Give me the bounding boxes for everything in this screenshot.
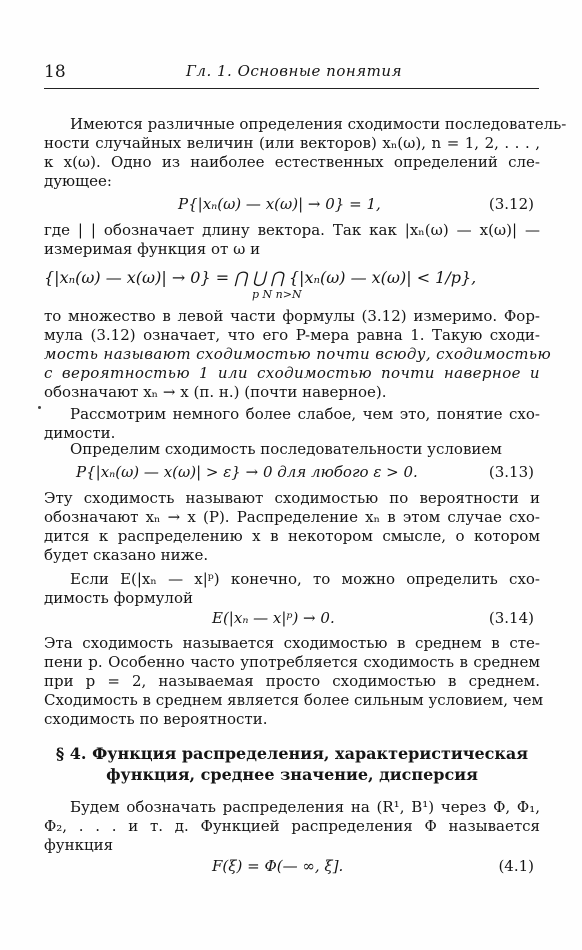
text-line: обозначают xₙ → x (п. н.) (почти наверное). xyxy=(44,383,387,401)
text-line: где | | обозначает длину вектора. Так как |xₙ(ω) — x(ω)| — xyxy=(44,221,540,239)
text-line: Имеются различные определения сходимости последователь- xyxy=(70,115,567,133)
running-title: Гл. 1. Основные понятия xyxy=(186,62,402,80)
page-number: 18 xyxy=(44,62,66,82)
text-line: мула (3.12) означает, что его P-мера равна 1. Такую сходи- xyxy=(44,326,540,344)
text-line: ности случайных величин (или векторов) xₙ(ω), n = 1, 2, . . . , xyxy=(44,134,540,152)
text-line: Φ₂, . . . и т. д. Функцией распределения Φ называется xyxy=(44,817,540,835)
text-line: димости. xyxy=(44,424,116,442)
formula-3-12: P{|xₙ(ω) — x(ω)| → 0} = 1, xyxy=(178,195,381,213)
equation-number: (3.13) xyxy=(488,463,534,481)
formula-3-13: P{|xₙ(ω) — x(ω)| > ε} → 0 для любого ε > 0. xyxy=(76,463,418,481)
text-line: Эту сходимость называют сходимостью по вероятности и xyxy=(44,489,540,507)
text-line: измеримая функция от ω и xyxy=(44,240,261,258)
formula-4-1: F(ξ) = Φ(— ∞, ξ]. xyxy=(212,857,344,875)
text-line: обозначают xₙ → x (P). Распределение xₙ в этом случае схо- xyxy=(44,508,540,526)
margin-speck xyxy=(38,406,41,409)
equation-number: (3.12) xyxy=(488,195,534,213)
text-line: димость формулой xyxy=(44,589,193,607)
text-line: к x(ω). Одно из наиболее естественных определений сле- xyxy=(44,153,540,171)
equation-number: (3.14) xyxy=(488,609,534,627)
text-line: дующее: xyxy=(44,172,112,190)
text-line: дится к распределению x в некотором смысле, о котором xyxy=(44,527,540,545)
text-line: сходимость по вероятности. xyxy=(44,710,268,728)
text-line: Будем обозначать распределения на (R¹, B¹) через Φ, Φ₁, xyxy=(70,798,540,816)
text-line: Рассмотрим немного более слабое, чем это, понятие схо- xyxy=(70,405,540,423)
header-rule xyxy=(44,88,539,89)
text-line: то множество в левой части формулы (3.12) измеримо. Фор- xyxy=(44,307,540,325)
text-line: Если E(|xₙ — x|ᵖ) конечно, то можно определить схо- xyxy=(70,570,540,588)
text-line: при p = 2, называемая просто сходимостью в среднем. xyxy=(44,672,540,690)
set-formula: {|xₙ(ω) — x(ω)| → 0} = ⋂ ⋃ ⋂ {|xₙ(ω) — x(ω)| < 1/p}, xyxy=(44,268,477,287)
text-line: Сходимость в среднем является более сильным условием, чем xyxy=(44,691,544,709)
text-line: функция xyxy=(44,836,114,854)
text-line: с вероятностью 1 или сходимостью почти наверное и xyxy=(44,364,540,382)
section-heading: функция, среднее значение, дисперсия xyxy=(106,765,478,784)
running-header xyxy=(44,62,544,84)
text-line: Определим сходимость последовательности условием xyxy=(70,440,502,458)
set-formula-subscripts: p N n>N xyxy=(252,288,302,301)
section-heading: § 4. Функция распределения, характеристическая xyxy=(55,744,529,763)
text-line: мость называют сходимостью почти всюду, сходимостью xyxy=(44,345,552,363)
formula-3-14: E(|xₙ — x|ᵖ) → 0. xyxy=(212,609,335,627)
text-line: Эта сходимость называется сходимостью в среднем в сте- xyxy=(44,634,540,652)
text-line: будет сказано ниже. xyxy=(44,546,209,564)
equation-number: (4.1) xyxy=(498,857,534,875)
text-line: пени p. Особенно часто употребляется сходимость в среднем xyxy=(44,653,540,671)
